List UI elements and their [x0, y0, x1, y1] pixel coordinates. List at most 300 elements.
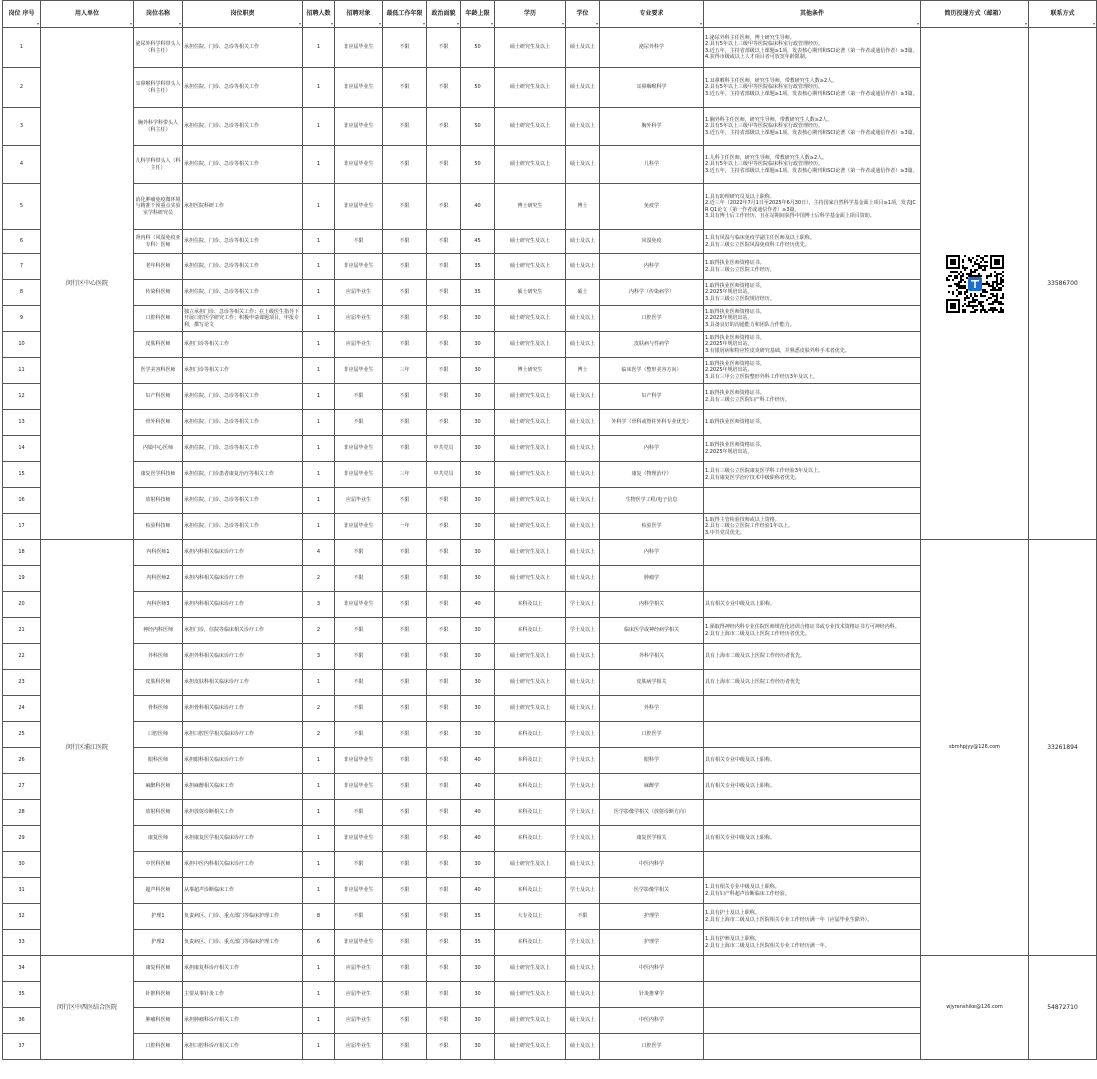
- other-conditions-cell: 1.取得执业医师资格证书。 2.具有三级公立医院工作经历。: [704, 254, 921, 280]
- other-conditions-cell: 1.取得执业医师资格证书。 2.2025年规培出站。 3.有银屑病和特应性皮炎研究基础，并熟悉皮肤外科手术者优先。: [704, 332, 921, 358]
- position-name-cell: 放射科技师: [134, 488, 183, 514]
- age-limit-cell: 30: [461, 306, 495, 332]
- degree-cell: 硕士及以上: [566, 670, 600, 696]
- degree-cell: 硕士及以上: [566, 410, 600, 436]
- other-conditions-cell: 1.取得执业医师资格证书。 2.2025年规培出站。: [704, 436, 921, 462]
- position-name-cell: 康复科医师: [134, 956, 183, 982]
- major-cell: 外科学相关: [600, 644, 704, 670]
- position-name-cell: 皮肤科医师: [134, 332, 183, 358]
- min-years-cell: 不限: [383, 644, 427, 670]
- min-years-cell: 三年: [383, 358, 427, 384]
- target-cell: 不限: [335, 540, 383, 566]
- position-duty-cell: 承担住院、门诊患者康复治疗等相关工作: [183, 462, 303, 488]
- row-number-cell: 6: [3, 230, 41, 254]
- age-limit-cell: 50: [461, 108, 495, 146]
- min-years-cell: 不限: [383, 878, 427, 904]
- position-duty-cell: 承担麻醉相关临床工作: [183, 774, 303, 800]
- position-duty-cell: 承担康复科诊疗相关工作: [183, 956, 303, 982]
- degree-cell: 学士及以上: [566, 930, 600, 956]
- target-cell: 应届毕业生: [335, 332, 383, 358]
- position-name-cell: 针推科医师: [134, 982, 183, 1008]
- degree-cell: 硕士及以上: [566, 230, 600, 254]
- political-status-cell: 不限: [427, 488, 461, 514]
- position-name-cell: 胸外科学科带头人（科主任）: [134, 108, 183, 146]
- min-years-cell: 不限: [383, 410, 427, 436]
- headcount-cell: 1: [303, 68, 335, 108]
- target-cell: 应届毕业生: [335, 306, 383, 332]
- header-cell: [461, 1, 495, 28]
- filter-dropdown-icon[interactable]: ▾: [36, 20, 39, 26]
- target-cell: 非应届毕业生: [335, 878, 383, 904]
- age-limit-cell: 30: [461, 644, 495, 670]
- position-duty-cell: 承担内科相关临床诊疗工作: [183, 592, 303, 618]
- headcount-cell: 2: [303, 618, 335, 644]
- position-duty-cell: 承担内科相关临床诊疗工作: [183, 540, 303, 566]
- headcount-cell: 1: [303, 670, 335, 696]
- other-conditions-cell: 具有相关专业中级及以上职称。: [704, 592, 921, 618]
- position-duty-cell: 承担住院、门诊、急诊等相关工作: [183, 108, 303, 146]
- header-cell: [134, 1, 183, 28]
- position-name-cell: 神经内科医师: [134, 618, 183, 644]
- political-status-cell: 不限: [427, 618, 461, 644]
- min-years-cell: 不限: [383, 852, 427, 878]
- degree-cell: 学士及以上: [566, 826, 600, 852]
- header-label: 最低工作年限: [386, 10, 423, 18]
- row-number-cell: 10: [3, 332, 41, 358]
- major-cell: 医学影像学相关: [600, 878, 704, 904]
- headcount-cell: 1: [303, 748, 335, 774]
- other-conditions-cell: 1.耳鼻喉科主任医师，研究生导师，带教研究生人数≥2人。 2.具有5年以上三级甲等医院临床科室行政管理经历。 3.近五年，主持省部级以上课题≥1项，发表核心期刊和SCI论著（第一作者或通信作者）≥3篇。: [704, 68, 921, 108]
- filter-dropdown-icon[interactable]: ▾: [178, 20, 181, 26]
- target-cell: 不限: [335, 384, 383, 410]
- position-name-cell: 中医科医师: [134, 852, 183, 878]
- major-cell: 医学影像学相关（放射诊断方向）: [600, 800, 704, 826]
- row-number-cell: 14: [3, 436, 41, 462]
- row-number-cell: 37: [3, 1034, 41, 1060]
- major-cell: 免疫学: [600, 184, 704, 230]
- position-name-cell: 内科医师3: [134, 592, 183, 618]
- min-years-cell: 不限: [383, 774, 427, 800]
- min-years-cell: 不限: [383, 254, 427, 280]
- political-status-cell: 不限: [427, 230, 461, 254]
- min-years-cell: 不限: [383, 696, 427, 722]
- position-duty-cell: 独立承担门诊、急诊等相关工作；在上级医生指导下开展口腔医学研究工作；积极申请课题项目，申报专利，撰写论文: [183, 306, 303, 332]
- row-number-cell: 35: [3, 982, 41, 1008]
- min-years-cell: 不限: [383, 800, 427, 826]
- contact-phone-cell: 33586700: [1029, 28, 1097, 540]
- major-cell: 皮肤病与性病学: [600, 332, 704, 358]
- target-cell: 非应届毕业生: [335, 930, 383, 956]
- degree-cell: 学士及以上: [566, 618, 600, 644]
- target-cell: 非应届毕业生: [335, 108, 383, 146]
- target-cell: 不限: [335, 800, 383, 826]
- education-cell: 本科及以上: [495, 800, 566, 826]
- headcount-cell: 2: [303, 696, 335, 722]
- header-cell: [383, 1, 427, 28]
- position-name-cell: 消化肿瘤免疫微环境与精准干预重点实验室学科研究员: [134, 184, 183, 230]
- row-number-cell: 11: [3, 358, 41, 384]
- degree-cell: 硕士及以上: [566, 462, 600, 488]
- position-name-cell: 口腔科医师: [134, 306, 183, 332]
- age-limit-cell: 30: [461, 384, 495, 410]
- political-status-cell: 不限: [427, 722, 461, 748]
- row-number-cell: 19: [3, 566, 41, 592]
- row-number-cell: 18: [3, 540, 41, 566]
- row-number-cell: 27: [3, 774, 41, 800]
- education-cell: 硕士研究生及以上: [495, 956, 566, 982]
- political-status-cell: 不限: [427, 514, 461, 540]
- min-years-cell: 不限: [383, 436, 427, 462]
- row-number-cell: 20: [3, 592, 41, 618]
- employer-unit-cell: 闵行区中心医院: [41, 28, 134, 540]
- political-status-cell: 不限: [427, 956, 461, 982]
- row-number-cell: 32: [3, 904, 41, 930]
- row-number-cell: 29: [3, 826, 41, 852]
- position-name-cell: 骨外科医师: [134, 410, 183, 436]
- header-label: 政治面貌: [431, 10, 456, 18]
- row-number-cell: 34: [3, 956, 41, 982]
- degree-cell: 硕士及以上: [566, 566, 600, 592]
- other-conditions-cell: 具有相关专业中级及以上职称。: [704, 774, 921, 800]
- headcount-cell: 2: [303, 566, 335, 592]
- min-years-cell: 不限: [383, 826, 427, 852]
- other-conditions-cell: 1.具有助理研究员及以上职称。 2.近三年（2022年7月1日至2025年6月30日），主持国家自然科学基金面上项目≥1项，发表JCR Q1论文（第一作者或通信作者）≥3篇。 3.具有博士后工作经历，且在站期间获得中国博士后科学基金面上项目资助。: [704, 184, 921, 230]
- education-cell: 本科及以上: [495, 878, 566, 904]
- contact-phone-cell: 33261894: [1029, 540, 1097, 956]
- row-number-cell: 1: [3, 28, 41, 68]
- degree-cell: 硕士及以上: [566, 1008, 600, 1034]
- position-name-cell: 内科医师1: [134, 540, 183, 566]
- age-limit-cell: 40: [461, 826, 495, 852]
- education-cell: 硕士研究生及以上: [495, 332, 566, 358]
- header-label: 联系方式: [1050, 10, 1075, 18]
- target-cell: 非应届毕业生: [335, 592, 383, 618]
- education-cell: 硕士研究生及以上: [495, 68, 566, 108]
- target-cell: 应届毕业生: [335, 280, 383, 306]
- age-limit-cell: 30: [461, 358, 495, 384]
- header-cell: [704, 1, 921, 28]
- education-cell: 硕士研究生及以上: [495, 566, 566, 592]
- degree-cell: 学士及以上: [566, 748, 600, 774]
- degree-cell: 硕士及以上: [566, 982, 600, 1008]
- major-cell: 中医内科学: [600, 1008, 704, 1034]
- target-cell: 非应届毕业生: [335, 774, 383, 800]
- header-cell: [335, 1, 383, 28]
- filter-dropdown-icon[interactable]: ▾: [595, 20, 598, 26]
- target-cell: 非应届毕业生: [335, 146, 383, 184]
- degree-cell: 硕士: [566, 280, 600, 306]
- row-number-cell: 33: [3, 930, 41, 956]
- filter-dropdown-icon[interactable]: ▾: [1092, 20, 1095, 26]
- education-cell: 硕士研究生及以上: [495, 852, 566, 878]
- other-conditions-cell: 1.具有风湿与临床免疫学副主任医师及以上职称。 2.具有三级公立医院风湿免疫科工作经历优先。: [704, 230, 921, 254]
- filter-dropdown-icon[interactable]: ▾: [561, 20, 564, 26]
- degree-cell: 硕士及以上: [566, 852, 600, 878]
- target-cell: 应届毕业生: [335, 982, 383, 1008]
- degree-cell: 硕士及以上: [566, 696, 600, 722]
- row-number-cell: 15: [3, 462, 41, 488]
- major-cell: 内科学相关: [600, 592, 704, 618]
- filter-dropdown-icon[interactable]: ▾: [1024, 20, 1027, 26]
- min-years-cell: 不限: [383, 618, 427, 644]
- headcount-cell: 1: [303, 230, 335, 254]
- other-conditions-cell: 具有上海市二级及以上医院工作经历者优先。: [704, 644, 921, 670]
- target-cell: 非应届毕业生: [335, 254, 383, 280]
- political-status-cell: 不限: [427, 254, 461, 280]
- target-cell: 不限: [335, 230, 383, 254]
- age-limit-cell: 30: [461, 332, 495, 358]
- header-label: 招聘人数: [306, 10, 331, 18]
- degree-cell: 硕士及以上: [566, 68, 600, 108]
- education-cell: 硕士研究生及以上: [495, 462, 566, 488]
- min-years-cell: 不限: [383, 306, 427, 332]
- education-cell: 硕士研究生及以上: [495, 254, 566, 280]
- filter-dropdown-icon[interactable]: ▾: [422, 20, 425, 26]
- education-cell: 本科及以上: [495, 930, 566, 956]
- qr-code-icon: [942, 251, 1008, 317]
- major-cell: 胸外科学: [600, 108, 704, 146]
- header-label: 岗位 序号: [8, 10, 35, 18]
- table-header-row: [3, 1, 1097, 28]
- table-row: [3, 540, 1097, 566]
- major-cell: 内科学: [600, 436, 704, 462]
- political-status-cell: 不限: [427, 306, 461, 332]
- filter-dropdown-icon[interactable]: ▾: [916, 20, 919, 26]
- position-duty-cell: 承担住院、门诊、急诊等相关工作: [183, 146, 303, 184]
- table-row: [3, 28, 1097, 68]
- filter-dropdown-icon[interactable]: ▾: [330, 20, 333, 26]
- age-limit-cell: 50: [461, 146, 495, 184]
- major-cell: 康复（物理治疗）: [600, 462, 704, 488]
- target-cell: 非应届毕业生: [335, 28, 383, 68]
- major-cell: 外科学: [600, 696, 704, 722]
- other-conditions-cell: [704, 566, 921, 592]
- age-limit-cell: 40: [461, 878, 495, 904]
- min-years-cell: 不限: [383, 384, 427, 410]
- degree-cell: 硕士及以上: [566, 540, 600, 566]
- headcount-cell: 1: [303, 254, 335, 280]
- political-status-cell: 不限: [427, 184, 461, 230]
- education-cell: 本科及以上: [495, 722, 566, 748]
- position-duty-cell: 承担住院、门诊、急诊等相关工作: [183, 488, 303, 514]
- age-limit-cell: 40: [461, 774, 495, 800]
- row-number-cell: 2: [3, 68, 41, 108]
- political-status-cell: 中共党员: [427, 462, 461, 488]
- major-cell: 耳鼻咽喉科学: [600, 68, 704, 108]
- resume-email-link[interactable]: wjyrenshike@126.com: [946, 1004, 1003, 1011]
- header-cell: [495, 1, 566, 28]
- major-cell: 内科学: [600, 540, 704, 566]
- headcount-cell: 1: [303, 852, 335, 878]
- position-name-cell: 肿瘤科医师: [134, 1008, 183, 1034]
- row-number-cell: 4: [3, 146, 41, 184]
- position-duty-cell: 承担住院、门诊、急诊等相关工作: [183, 384, 303, 410]
- position-duty-cell: 承担门诊等相关工作: [183, 358, 303, 384]
- min-years-cell: 不限: [383, 566, 427, 592]
- degree-cell: 硕士及以上: [566, 306, 600, 332]
- position-name-cell: 检验科技师: [134, 514, 183, 540]
- age-limit-cell: 45: [461, 230, 495, 254]
- major-cell: 中医内科学: [600, 956, 704, 982]
- employer-unit-cell: 闵行区浦江医院: [41, 540, 134, 956]
- political-status-cell: 不限: [427, 28, 461, 68]
- political-status-cell: 不限: [427, 826, 461, 852]
- major-cell: 风湿免疫: [600, 230, 704, 254]
- row-number-cell: 17: [3, 514, 41, 540]
- min-years-cell: 不限: [383, 592, 427, 618]
- filter-dropdown-icon[interactable]: ▾: [129, 20, 132, 26]
- political-status-cell: 不限: [427, 1034, 461, 1060]
- row-number-cell: 7: [3, 254, 41, 280]
- political-status-cell: 不限: [427, 930, 461, 956]
- headcount-cell: 1: [303, 332, 335, 358]
- position-name-cell: 麻醉科医师: [134, 774, 183, 800]
- target-cell: 不限: [335, 904, 383, 930]
- other-conditions-cell: [704, 800, 921, 826]
- major-cell: 妇产科学: [600, 384, 704, 410]
- position-name-cell: 护理1: [134, 904, 183, 930]
- headcount-cell: 1: [303, 1034, 335, 1060]
- position-duty-cell: 承担住院、门诊、急诊等相关工作: [183, 28, 303, 68]
- position-duty-cell: 承担中医内科相关临床诊疗工作: [183, 852, 303, 878]
- other-conditions-cell: 具有相关专业中级及以上职称。: [704, 826, 921, 852]
- min-years-cell: 一年: [383, 514, 427, 540]
- degree-cell: 硕士及以上: [566, 28, 600, 68]
- age-limit-cell: 40: [461, 748, 495, 774]
- other-conditions-cell: 1.儿科主任医师，研究生导师，带教研究生人数≥2人。 2.具有5年以上三级甲等医院临床科室行政管理经历。 3.近五年，主持省部级以上课题≥1项，发表核心期刊和SCI论著（第一作者或通信作者）≥3篇。: [704, 146, 921, 184]
- resume-email-link[interactable]: sbmhpjyy@126.com: [948, 744, 1001, 751]
- min-years-cell: 不限: [383, 230, 427, 254]
- headcount-cell: 1: [303, 306, 335, 332]
- headcount-cell: 1: [303, 462, 335, 488]
- other-conditions-cell: 1.泌尿外科主任医师，博士研究生导师。 2.具有5年以上三级甲等医院临床科室行政管理经历。 3.近五年，主持省部级以上课题≥1项，发表核心期刊和SCI论著（第一作者或通信作者）≥3篇。 4.获得市级或以上人才项目者可放宽年龄限制。: [704, 28, 921, 68]
- age-limit-cell: 40: [461, 800, 495, 826]
- filter-dropdown-icon[interactable]: ▾: [490, 20, 493, 26]
- major-cell: 儿科学: [600, 146, 704, 184]
- age-limit-cell: 35: [461, 280, 495, 306]
- min-years-cell: 不限: [383, 332, 427, 358]
- header-cell: [600, 1, 704, 28]
- position-duty-cell: 承担门诊等相关工作: [183, 332, 303, 358]
- age-limit-cell: 30: [461, 1008, 495, 1034]
- row-number-cell: 12: [3, 384, 41, 410]
- table-body: [3, 28, 1097, 1060]
- resume-email-cell: [921, 28, 1029, 540]
- position-name-cell: 口腔医师: [134, 722, 183, 748]
- header-cell: [566, 1, 600, 28]
- headcount-cell: 1: [303, 436, 335, 462]
- major-cell: 临床医学或神经病学相关: [600, 618, 704, 644]
- header-cell: [303, 1, 335, 28]
- other-conditions-cell: 1.胸外科主任医师，研究生导师，带教研究生人数≥2人。 2.具有5年以上三级甲等医院临床科室行政管理经历。 3.近五年，主持省部级以上课题≥1项，发表核心期刊和SCI论著（第一作者或通信作者）≥3篇。: [704, 108, 921, 146]
- target-cell: 不限: [335, 566, 383, 592]
- position-duty-cell: 承担眼科相关临床诊疗工作: [183, 748, 303, 774]
- header-label: 岗位职责: [230, 10, 255, 18]
- position-duty-cell: 负责病区、门诊、重点部门等临床护理工作: [183, 930, 303, 956]
- degree-cell: 硕士及以上: [566, 1034, 600, 1060]
- other-conditions-cell: 1.具有护士及以上职称。 2.具有上海市二级及以上医院相关专业工作经历满一年（应届毕业生除外）。: [704, 904, 921, 930]
- major-cell: 皮肤病学相关: [600, 670, 704, 696]
- target-cell: 应届毕业生: [335, 488, 383, 514]
- position-duty-cell: 承担内科相关临床诊疗工作: [183, 566, 303, 592]
- degree-cell: 博士: [566, 358, 600, 384]
- filter-dropdown-icon[interactable]: ▾: [298, 20, 301, 26]
- other-conditions-cell: [704, 540, 921, 566]
- education-cell: 硕士研究生及以上: [495, 696, 566, 722]
- header-label: 其他条件: [799, 10, 824, 18]
- major-cell: 护理学: [600, 930, 704, 956]
- filter-dropdown-icon[interactable]: ▾: [456, 20, 459, 26]
- min-years-cell: 不限: [383, 982, 427, 1008]
- filter-dropdown-icon[interactable]: ▾: [699, 20, 702, 26]
- other-conditions-cell: [704, 696, 921, 722]
- position-duty-cell: 承担住院、门诊、急诊等相关工作: [183, 254, 303, 280]
- row-number-cell: 36: [3, 1008, 41, 1034]
- age-limit-cell: 40: [461, 184, 495, 230]
- position-duty-cell: 承担口腔医学相关临床诊疗工作: [183, 722, 303, 748]
- degree-cell: 硕士及以上: [566, 514, 600, 540]
- min-years-cell: 不限: [383, 540, 427, 566]
- degree-cell: 学士及以上: [566, 722, 600, 748]
- headcount-cell: 1: [303, 956, 335, 982]
- header-label: 学位: [576, 10, 589, 18]
- position-duty-cell: 承担住院、门诊、急诊等相关工作: [183, 280, 303, 306]
- age-limit-cell: 40: [461, 592, 495, 618]
- filter-dropdown-icon[interactable]: ▾: [378, 20, 381, 26]
- header-label: 年龄上限: [465, 10, 490, 18]
- position-name-cell: 护理2: [134, 930, 183, 956]
- degree-cell: 硕士及以上: [566, 956, 600, 982]
- recruitment-table: [2, 0, 1097, 1060]
- age-limit-cell: 30: [461, 1034, 495, 1060]
- education-cell: 硕士研究生及以上: [495, 982, 566, 1008]
- political-status-cell: 不限: [427, 748, 461, 774]
- position-duty-cell: 承担门诊，住院等临床相关诊疗工作: [183, 618, 303, 644]
- other-conditions-cell: 1.须取得神经内科专业住院医师规范化培训合格证书或专业技术资格证书方可神经内科。 2.具有上海市二级及以上医院工作经历者优先。: [704, 618, 921, 644]
- row-number-cell: 21: [3, 618, 41, 644]
- political-status-cell: 不限: [427, 358, 461, 384]
- min-years-cell: 不限: [383, 280, 427, 306]
- position-duty-cell: 承担住院、门诊、急诊等相关工作: [183, 436, 303, 462]
- degree-cell: 硕士及以上: [566, 384, 600, 410]
- major-cell: 眼科学: [600, 748, 704, 774]
- min-years-cell: 三年: [383, 462, 427, 488]
- headcount-cell: 1: [303, 514, 335, 540]
- position-name-cell: 皮肤科医师: [134, 670, 183, 696]
- target-cell: 不限: [335, 696, 383, 722]
- major-cell: 口腔医学: [600, 722, 704, 748]
- target-cell: 应届毕业生: [335, 956, 383, 982]
- headcount-cell: 3: [303, 644, 335, 670]
- degree-cell: 硕士及以上: [566, 488, 600, 514]
- min-years-cell: 不限: [383, 68, 427, 108]
- target-cell: 不限: [335, 670, 383, 696]
- target-cell: 应届毕业生: [335, 1008, 383, 1034]
- position-name-cell: 眼科医师: [134, 748, 183, 774]
- education-cell: 硕士研究生及以上: [495, 230, 566, 254]
- age-limit-cell: 30: [461, 618, 495, 644]
- row-number-cell: 30: [3, 852, 41, 878]
- political-status-cell: 不限: [427, 696, 461, 722]
- degree-cell: 学士及以上: [566, 774, 600, 800]
- major-cell: 外科学（骨科或脊柱外科专业优先）: [600, 410, 704, 436]
- other-conditions-cell: 1.取得执业医师资格证书。 2.2025年规培出站。 3.具有三级公立医院规培经历。: [704, 280, 921, 306]
- political-status-cell: 不限: [427, 904, 461, 930]
- degree-cell: 硕士及以上: [566, 332, 600, 358]
- political-status-cell: 不限: [427, 670, 461, 696]
- headcount-cell: 1: [303, 826, 335, 852]
- other-conditions-cell: 具有相关专业中级及以上职称。: [704, 748, 921, 774]
